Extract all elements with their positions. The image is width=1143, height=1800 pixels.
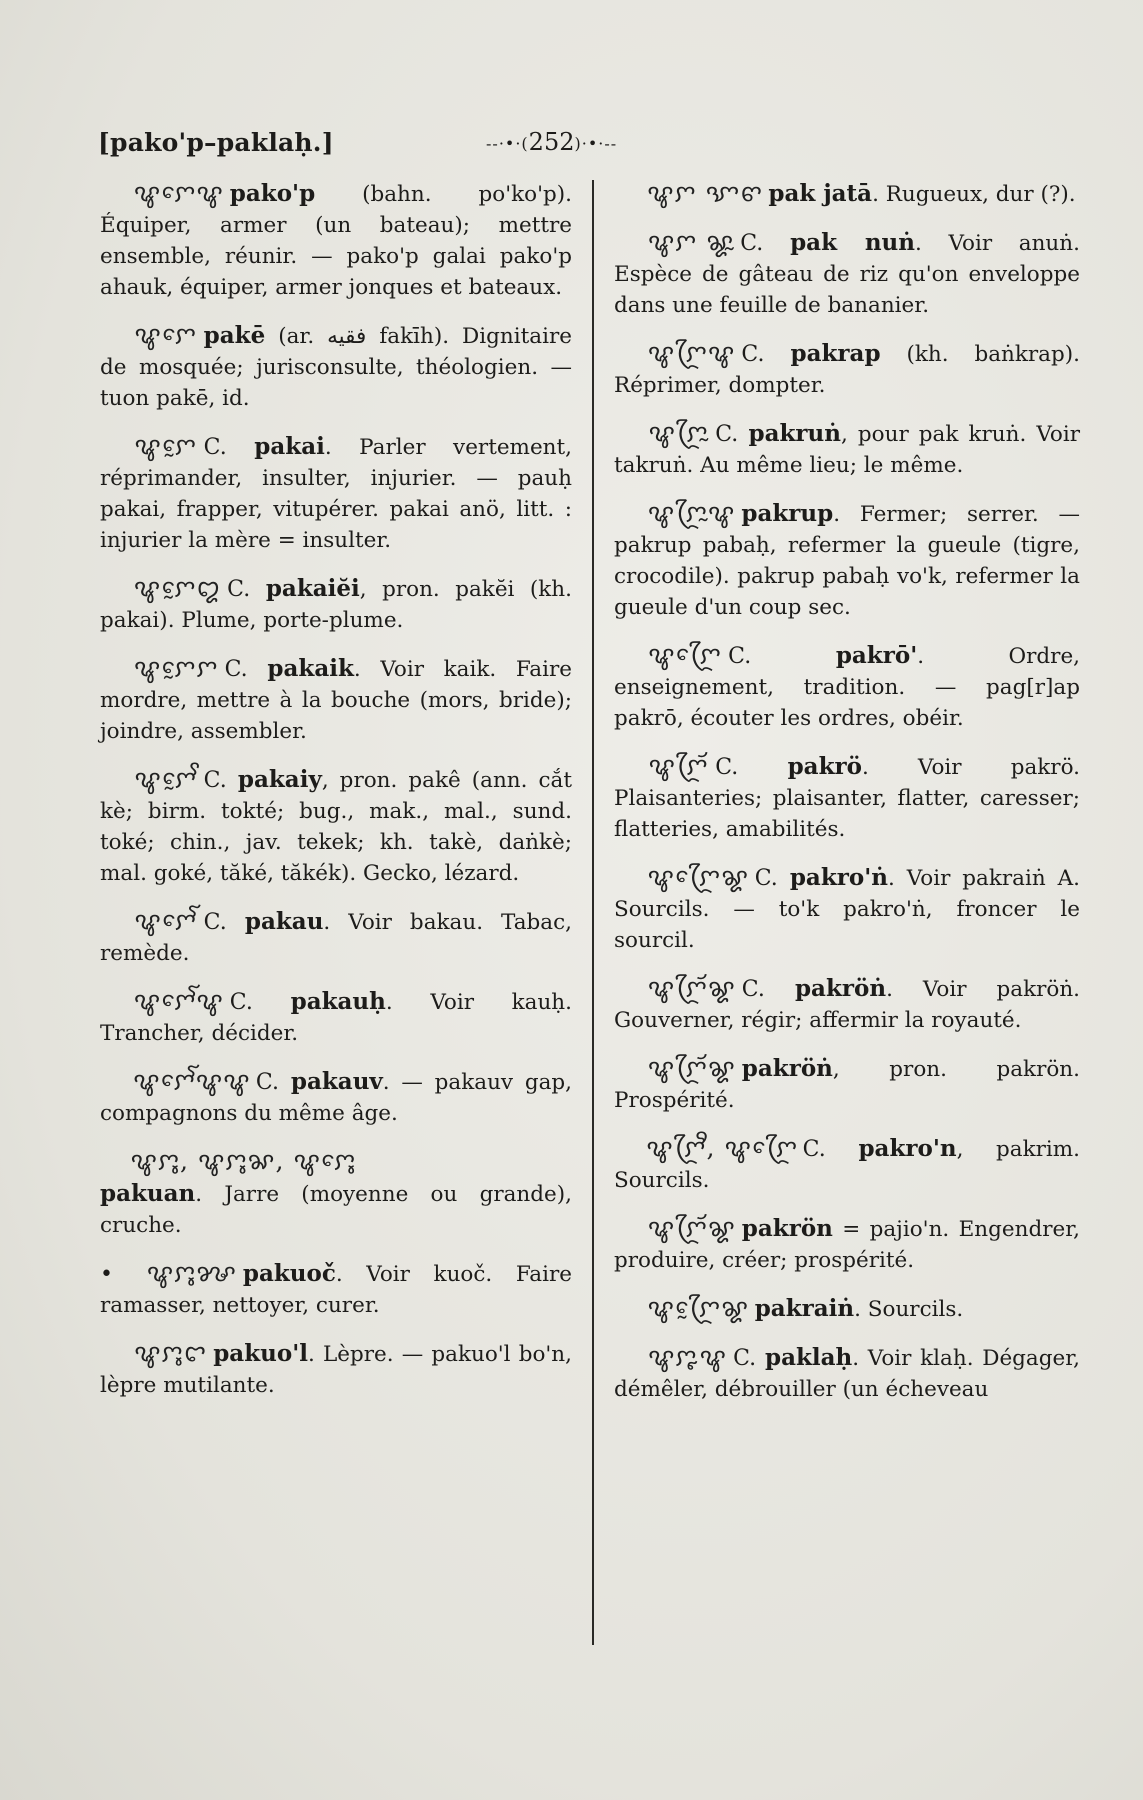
dictionary-entry [100,764,572,889]
entry-prefix: C. [715,422,749,447]
dictionary-entry [100,906,572,969]
headword: pakröṅ [741,1055,833,1082]
definition-text: . Voir kuoč. Faire ramasser, nettoyer, curer. [100,1262,572,1318]
entry-prefix: C. [741,977,795,1002]
headword: pakē [203,322,266,349]
headword: paklaḥ [765,1344,853,1371]
definition-text: . Voir klaḥ. Dégager, démêler, débrouiller (un écheveau [614,1346,1080,1402]
dictionary-entry [614,178,1080,210]
headword: pakauḥ [290,988,386,1015]
entry-prefix: C. [802,1137,859,1162]
cham-script-word: ꨥꨆꨴꨭꨥ [647,499,736,527]
cham-script-word: ꨥꨆꨴꨮ [648,752,709,780]
headword: pakrō' [835,642,918,669]
dictionary-entry [614,1213,1080,1276]
headword: pakau [244,908,324,935]
definition-text: . Parler vertement, réprimander, insulter, injurier. — pauḥ pakai, frapper, vitupérer. pakai anö, litt. : injurier la mère = insulter. [100,435,572,553]
dictionary-entry [100,431,572,556]
dictionary-entry [614,498,1080,623]
definition-text: , pron. pakrön. Prospérité. [614,1057,1080,1113]
definition-text: . Voir anuṅ. Espèce de gâteau de riz qu'on enveloppe dans une feuille de bananier. [614,231,1080,318]
definition-text: . Fermer; serrer. — pakrup pabaḥ, refermer la gueule (tigre, crocodile). pakrup pabaḥ vo'k, refermer la gueule d'un coup sec. [614,502,1080,620]
definition-text: (kh. baṅkrap). Réprimer, dompter. [614,342,1080,398]
page-number: 252 [528,128,575,156]
dictionary-entry [100,1338,572,1401]
dictionary-entry [614,338,1080,401]
definition-text: , pour pak kruṅ. Voir takruṅ. Au même lieu; le même. [614,422,1080,478]
headword: pakraiṅ [754,1295,855,1322]
cham-script-word: ꨥꨆꨯꨱ [134,907,198,935]
dictionary-entry [614,1293,1080,1325]
entry-prefix: C. [227,577,266,602]
entry-prefix: C. [203,768,238,793]
entry-prefix: C. [255,1070,291,1095]
headword: pako'p [229,180,316,207]
cham-script-word: ꨥꨆ ꨘꨭ [647,228,735,256]
entry-prefix: C. [728,644,836,669]
ornament-right: )·•·-- [574,134,618,153]
cham-script-word: ꨥꨆꨰ [134,432,198,460]
entry-prefix: C. [715,755,788,780]
cham-script-word: ꨥꨆꨰꨆ [133,654,219,682]
definition-text: . Voir bakau. Tabac, remède. [100,910,572,966]
headword: pak nuṅ [790,229,915,256]
headword: pakrö [787,753,862,780]
cham-script-word: ꨥꨆꨶꨍ [146,1259,238,1287]
dictionary-entry [100,1258,572,1321]
dictionary-entry [100,1146,572,1241]
cham-script-word: ꨥꨆꨴꨪ, ꨥꨆꨴꨯ [646,1134,799,1162]
cham-script-word: ꨥꨆꨶ, ꨥꨆꨶꨗ, ꨥꨆꨶꨯ [130,1147,357,1175]
definition-text: . — pakauv gap, compagnons du même âge. [100,1070,572,1126]
entry-prefix: C. [754,866,790,891]
left-column [100,178,572,1418]
cham-script-word: ꨥꨆꨯꨱꨥꨥ [133,1067,251,1095]
headword: pakruṅ [748,420,841,447]
cham-script-word: ꨥꨆꨶꨤ [134,1339,207,1367]
definition-text: (bahn. po'ko'p). Équiper, armer (un bateau); mettre ensemble, réunir. — pako'p galai pako'p ahauk, équiper, armer jonques et bateaux. [100,182,572,300]
headword: pakauv [290,1068,383,1095]
page-number-block [486,128,617,156]
cham-script-word: ꨥꨆꨴꨮꨘ [647,1054,736,1082]
cham-script-word: ꨥꨆꨴꨮꨘ [647,974,736,1002]
headword: pakrup [741,500,834,527]
definition-text: . Jarre (moyenne ou grande), cruche. [100,1182,572,1238]
definition-text: . Voir kaik. Faire mordre, mettre à la bouche (mors, bride); joindre, assembler. [100,657,572,744]
entry-prefix: C. [203,910,245,935]
entry-prefix: C. [733,1346,765,1371]
dictionary-entry [100,986,572,1049]
dictionary-entry [614,227,1080,321]
cham-script-word: ꨥꨆꨵꨥ [648,1343,728,1371]
dictionary-entry [614,862,1080,956]
definition-text: (ar. فقيه fakīh). Dignitaire de mosquée; jurisconsulte, théologien. — tuon pakē, id. [100,324,572,411]
headword: pakro'ṅ [789,864,888,891]
dictionary-entry [614,1342,1080,1405]
headword: pakaiy [237,766,322,793]
definition-text: , pakrim. Sourcils. [614,1137,1080,1193]
cham-script-word: ꨥꨆꨴꨯ [648,641,722,669]
cham-script-word: ꨥꨆꨴꨥ [647,339,736,367]
cham-script-word: ꨥꨆꨯ [134,321,198,349]
cham-script-word: ꨥꨆꨰꨁ [133,574,222,602]
headword: pakaik [267,655,354,682]
definition-text: . Ordre, enseignement, tradition. — pag[r]ap pakrō, écouter les ordres, obéir. [614,644,1080,731]
headword: pakröṅ [794,975,887,1002]
dictionary-entry [100,653,572,747]
cham-script-word: ꨥꨆꨴꨯꨘ [647,863,750,891]
column-divider [592,180,594,1645]
dictionary-entry [100,1066,572,1129]
definition-text: . Voir kauḥ. Trancher, décider. [100,990,572,1046]
headword: pak jatā [768,180,873,207]
bullet-mark: • [100,1262,113,1287]
running-head: [pako'p–paklaḥ.] [98,128,334,157]
dictionary-entry [614,1053,1080,1116]
definition-text: . Sourcils. [854,1297,964,1322]
headword: pakrön [741,1215,833,1242]
cham-script-word: ꨥꨆꨯꨥ [133,179,224,207]
entry-prefix: C. [224,657,268,682]
dictionary-entry [614,1133,1080,1196]
headword: pakuoč [242,1260,336,1287]
cham-script-word: ꨥꨆꨴꨭ [648,419,709,447]
dictionary-entry [614,418,1080,481]
headword: pakro'n [858,1135,957,1162]
headword: pakuo'l [213,1340,308,1367]
headword: pakaiĕi [265,575,360,602]
definition-text: , pron. pakê (ann. cắt kè; birm. tokté; bug., mak., mal., sund. toké; chin., jav. tekek; kh. takè, daṅkè; mal. goké, tăké, tăkék). Gecko, lézard. [100,768,572,886]
headword: pakrap [790,340,881,367]
dictionary-entry [100,178,572,303]
definition-text: . Rugueux, dur (?). [872,182,1076,207]
entry-prefix: C. [740,231,791,256]
headword: pakai [254,433,325,460]
entry-prefix: C. [229,990,291,1015]
cham-script-word: ꨥꨆꨰꨩ [134,765,198,793]
right-column [614,178,1080,1422]
cham-script-word: ꨥꨆꨯꨱꨥ [133,987,224,1015]
cham-script-word: ꨥꨆꨴꨰꨘ [647,1294,750,1322]
ornament-left: --·•·( [486,134,529,153]
definition-text: . Voir pakrö. Plaisanteries; plaisanter, flatter, caresser; flatteries, amabilités. [614,755,1080,842]
dictionary-entry [100,320,572,414]
definition-text: . Voir pakraiṅ A. Sourcils. — to'k pakro'ṅ, froncer le sourcil. [614,866,1080,953]
headword: pakuan [100,1180,196,1207]
entry-prefix: C. [741,342,791,367]
dictionary-entry [614,973,1080,1036]
entry-prefix: C. [203,435,255,460]
dictionary-entry [100,573,572,636]
cham-script-word: ꨥꨆꨴꨮꨘ [647,1214,736,1242]
cham-script-word: ꨥꨆ ꨎꨓ [647,179,764,207]
definition-text: . Voir pakröṅ. Gouverner, régir; affermir la royauté. [614,977,1080,1033]
definition-text: , pron. pakĕi (kh. pakai). Plume, porte-plume. [100,577,572,633]
dictionary-entry [614,751,1080,845]
definition-text: = pajio'n. Engendrer, produire, créer; prospérité. [614,1217,1080,1273]
definition-text: . Lèpre. — pakuo'l bo'n, lèpre mutilante. [100,1342,572,1398]
dictionary-entry [614,640,1080,734]
